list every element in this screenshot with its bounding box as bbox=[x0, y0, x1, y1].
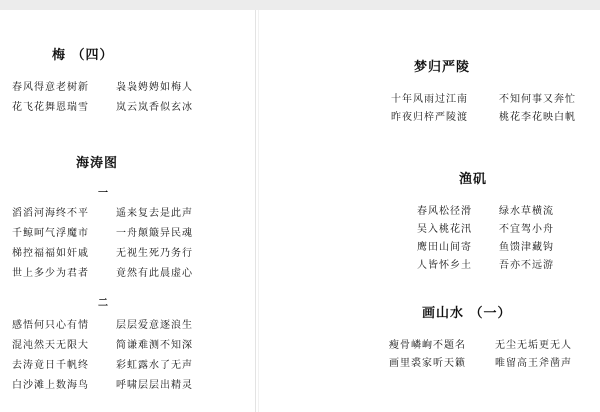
verse-line: 去涛竟日千帆终 bbox=[12, 360, 89, 371]
verse-line: 呼啸层层出精灵 bbox=[116, 380, 193, 391]
verse-line: 人皆怀乡土 bbox=[417, 260, 472, 271]
page-spine bbox=[255, 10, 256, 412]
verse-line: 遥来复去是此声 bbox=[116, 208, 193, 219]
verse-line: 吾亦不远游 bbox=[499, 260, 554, 271]
verse-line: 桃花李花映白帆 bbox=[499, 112, 576, 123]
verse-line: 竟然有此晨虚心 bbox=[116, 268, 193, 279]
verse-line: 彩虹露水了无声 bbox=[116, 360, 193, 371]
right-page bbox=[259, 10, 600, 412]
verse-line: 吴入桃花汛 bbox=[417, 224, 472, 235]
top-bar bbox=[0, 0, 600, 10]
verse-line: 无视生死乃务行 bbox=[116, 248, 193, 259]
verse-line: 鹰田山间寄 bbox=[417, 242, 472, 253]
verse-line: 不宜驾小舟 bbox=[499, 224, 554, 235]
section-number: 二 bbox=[98, 298, 108, 309]
verse-line: 绿水草横流 bbox=[499, 206, 554, 217]
verse-line: 鱼馈津藏钩 bbox=[499, 242, 554, 253]
verse-line: 瘦骨嶙峋不题名 bbox=[389, 340, 466, 351]
verse-line: 画里裘家听天籁 bbox=[389, 358, 466, 369]
verse-line: 昨夜归梓严陵渡 bbox=[391, 112, 468, 123]
verse-line: 袅袅娉娉如梅人 bbox=[116, 82, 193, 93]
left-page bbox=[0, 10, 255, 412]
verse-line: 千鲸呵气浮魔市 bbox=[12, 228, 89, 239]
verse-line: 花飞花舞恩瑞雪 bbox=[12, 102, 89, 113]
verse-line: 春风得意老树新 bbox=[12, 82, 89, 93]
verse-line: 简谦难测不知深 bbox=[116, 340, 193, 351]
verse-line: 白沙滩上数海鸟 bbox=[12, 380, 89, 391]
verse-line: 不知何事又奔忙 bbox=[499, 94, 576, 105]
verse-line: 一舟颠簸异民魂 bbox=[116, 228, 193, 239]
poem-title: 梦归严陵 bbox=[414, 60, 471, 75]
verse-line: 十年风雨过江南 bbox=[391, 94, 468, 105]
verse-line: 滔滔河海终不平 bbox=[12, 208, 89, 219]
verse-line: 梯控福福如奸戚 bbox=[12, 248, 89, 259]
poem-title: 渔矶 bbox=[459, 172, 488, 187]
poem-title: 海涛图 bbox=[76, 156, 119, 171]
poem-title: 画山水 （一） bbox=[422, 306, 512, 321]
verse-line: 世上多少为君者 bbox=[12, 268, 89, 279]
verse-line: 春风松径滑 bbox=[417, 206, 472, 217]
verse-line: 层层爱意逐浪生 bbox=[116, 320, 193, 331]
verse-line: 岚云岚香似玄冰 bbox=[116, 102, 193, 113]
verse-line: 混沌然天无限大 bbox=[12, 340, 89, 351]
poem-title: 梅 （四） bbox=[52, 48, 114, 63]
verse-line: 无尘无垢更无人 bbox=[495, 340, 572, 351]
section-number: 一 bbox=[98, 188, 108, 199]
verse-line: 感悟何只心有情 bbox=[12, 320, 89, 331]
verse-line: 唯留高王斧凿声 bbox=[495, 358, 572, 369]
